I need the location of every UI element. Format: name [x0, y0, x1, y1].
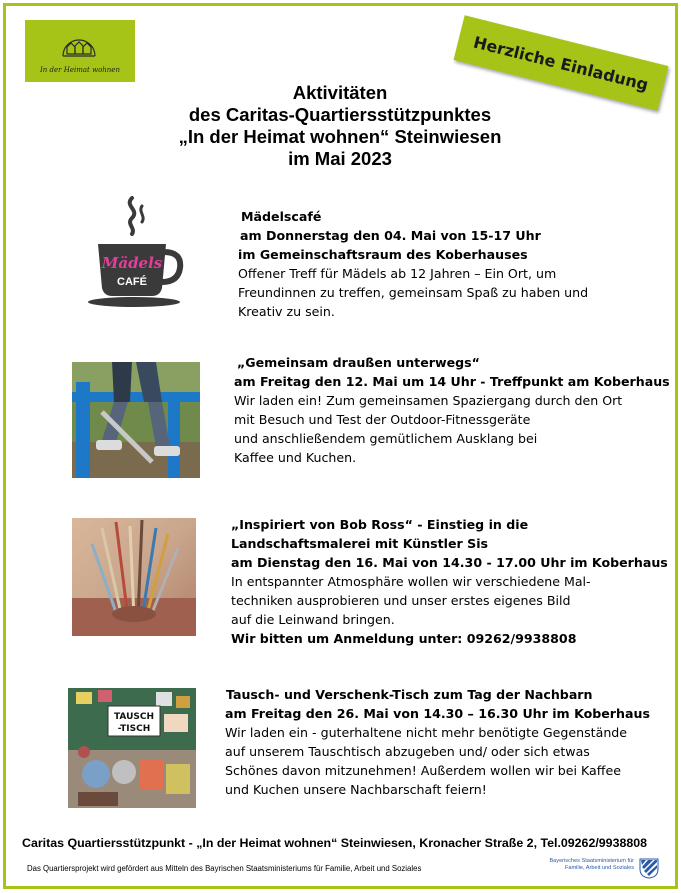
- page-title: [140, 82, 540, 170]
- logo-text: In der Heimat wohnen: [40, 66, 120, 74]
- logo: [25, 20, 135, 82]
- event-description: Wir laden ein - guterhaltene nicht mehr benötigte Gegenstände: [225, 725, 628, 740]
- event-description: und anschließendem gemütlichem Ausklang bei: [234, 431, 538, 446]
- banner-text: Herzliche Einladung: [471, 32, 651, 94]
- event-date: am Donnerstag den 04. Mai von 15-17 Uhr: [240, 228, 541, 243]
- event-title: Mädelscafé: [241, 209, 322, 224]
- event-date: am Dienstag den 16. Mai von 14.30 - 17.00 Uhr im Koberhaus: [231, 555, 668, 570]
- event-title: „Inspiriert von Bob Ross“ - Einstieg in die: [231, 517, 529, 532]
- coffee-cup-icon: [84, 192, 188, 310]
- event-description: und Kuchen unsere Nachbarschaft feiern!: [225, 782, 487, 797]
- ministry-text: [512, 858, 634, 871]
- footer-funding: Das Quartiersprojekt wird gefördert aus Mitteln des Bayrischen Staatsministeriums für Familie, Arbeit und Soziales: [27, 864, 422, 873]
- event-description: Schönes davon mitzunehmen! Außerdem wollen wir bei Kaffee: [225, 763, 621, 778]
- event-painting: [231, 515, 668, 648]
- title-line: Aktivitäten: [292, 82, 388, 103]
- cup-label-line1: Mädels: [101, 254, 163, 272]
- event-swap-table: [225, 685, 650, 799]
- event-description: In entspannter Atmosphäre wollen wir verschiedene Mal-: [231, 574, 591, 589]
- sign-line1: TAUSCH: [113, 712, 155, 722]
- event-description: auf unserem Tauschtisch abzugeben und/ oder sich etwas: [225, 744, 590, 759]
- swap-table-photo: [68, 688, 196, 808]
- event-registration: Wir bitten um Anmeldung unter: 09262/9938808: [231, 631, 577, 646]
- outdoor-fitness-photo: [72, 362, 200, 478]
- ministry-logo: [512, 856, 662, 880]
- event-title: „Gemeinsam draußen unterwegs“: [237, 355, 480, 370]
- footer-contact: Caritas Quartiersstützpunkt - „In der Heimat wohnen“ Steinwiesen, Kronacher Straße 2, Tel.09262/9938808: [22, 836, 648, 850]
- event-description: Freundinnen zu treffen, gemeinsam Spaß zu haben und: [238, 285, 589, 300]
- title-line: des Caritas-Quartiersstützpunktes: [188, 104, 492, 125]
- event-walk: [234, 353, 670, 467]
- event-title: Tausch- und Verschenk-Tisch zum Tag der Nachbarn: [226, 687, 593, 702]
- event-date: am Freitag den 26. Mai von 14.30 – 16.30 Uhr im Koberhaus: [225, 706, 650, 721]
- cup-label-line2: CAFÉ: [117, 276, 147, 288]
- event-location: im Gemeinschaftsraum des Koberhauses: [238, 247, 528, 262]
- paint-brushes-photo: [72, 518, 196, 636]
- sign-line2: -TISCH: [117, 724, 151, 734]
- event-madelscafe: [236, 207, 588, 321]
- event-description: Kaffee und Kuchen.: [234, 450, 357, 465]
- event-description: mit Besuch und Test der Outdoor-Fitnessgeräte: [234, 412, 531, 427]
- event-title: Landschaftsmalerei mit Künstler Sis: [231, 536, 489, 551]
- event-description: Kreativ zu sein.: [238, 304, 335, 319]
- event-description: Wir laden ein! Zum gemeinsamen Spaziergang durch den Ort: [234, 393, 623, 408]
- event-description: auf die Leinwand bringen.: [231, 612, 395, 627]
- event-description: techniken ausprobieren und unser erstes eigenes Bild: [231, 593, 571, 608]
- ministry-line: Bayerisches Staatsministerium für: [549, 858, 634, 864]
- event-description: Offener Treff für Mädels ab 12 Jahren – Ein Ort, um: [238, 266, 557, 281]
- title-line: „In der Heimat wohnen“ Steinwiesen: [178, 126, 502, 147]
- bavarian-crest-icon: [638, 857, 660, 879]
- houses-logo-icon: [59, 30, 99, 60]
- event-date: am Freitag den 12. Mai um 14 Uhr - Treffpunkt am Koberhaus: [234, 374, 670, 389]
- ministry-line: Familie, Arbeit und Soziales: [564, 864, 634, 871]
- title-line: im Mai 2023: [288, 148, 392, 169]
